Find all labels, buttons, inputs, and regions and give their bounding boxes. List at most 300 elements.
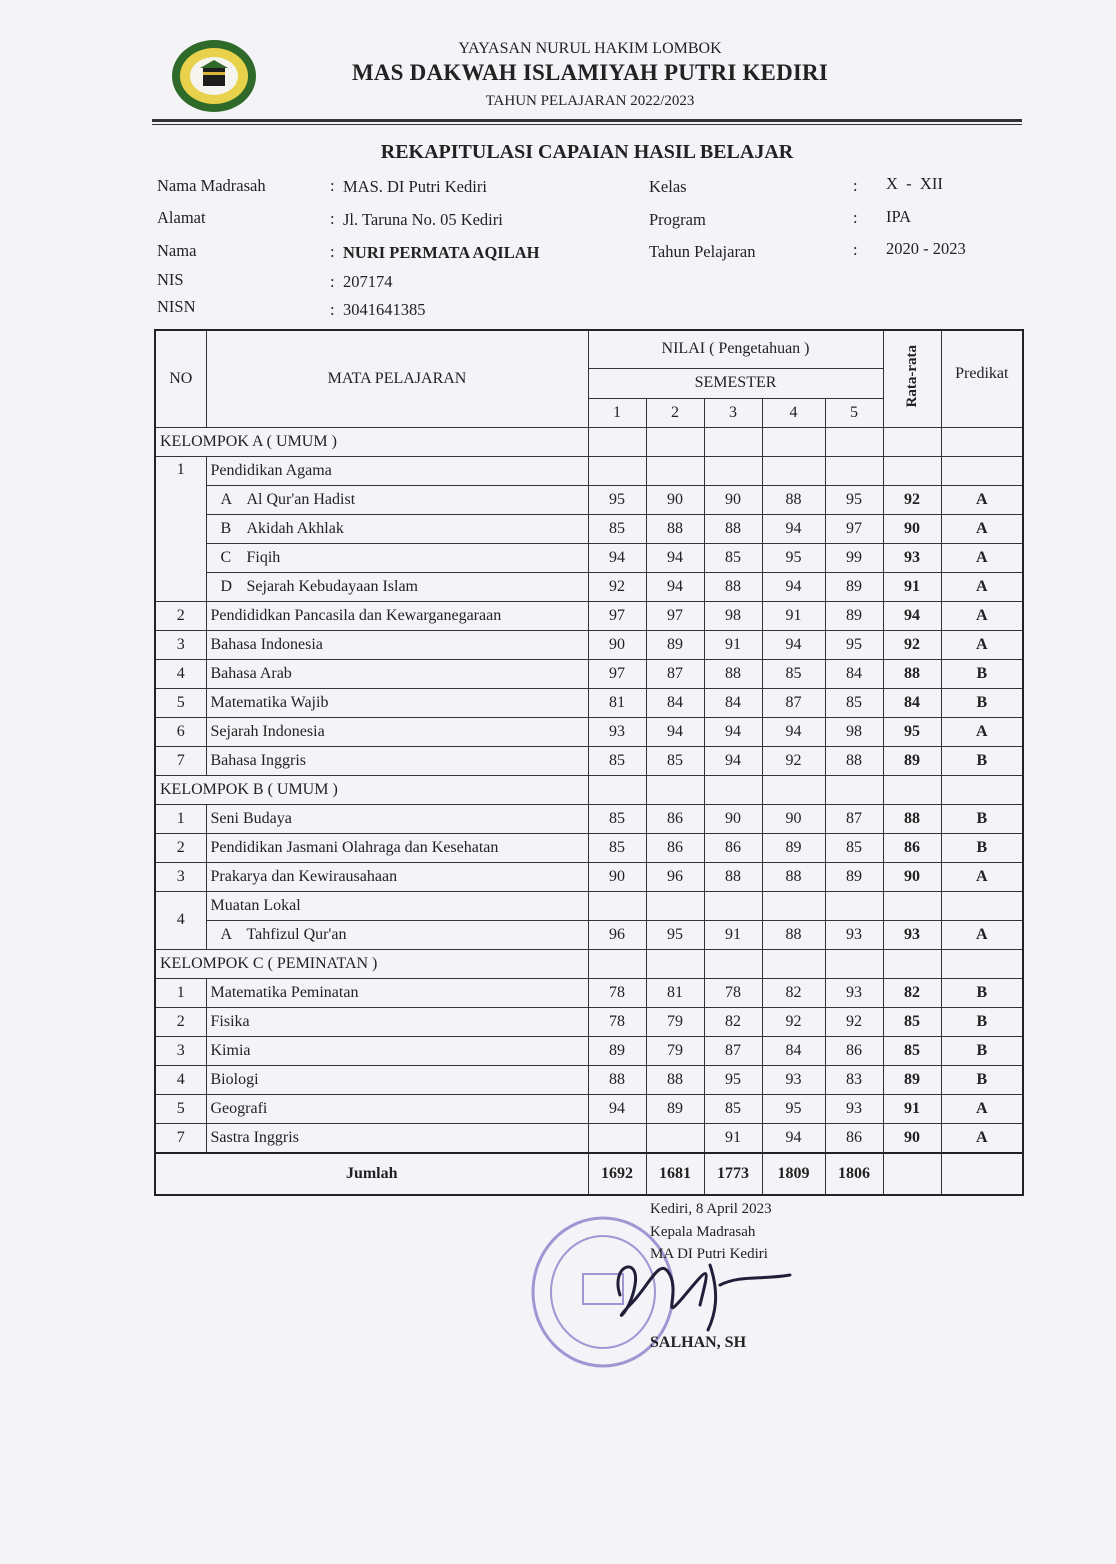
tahun-value: 2020 - 2023 <box>886 239 966 258</box>
score-cell: 99 <box>825 543 883 572</box>
empty-cell <box>883 949 941 978</box>
group-c-row <box>155 949 1023 978</box>
empty-cell <box>588 775 646 804</box>
tahun-label: Tahun Pelajaran <box>649 242 756 261</box>
score-cell: 92 <box>588 572 646 601</box>
empty-cell <box>883 456 941 485</box>
average-cell: 91 <box>883 1094 941 1123</box>
score-cell: 98 <box>825 717 883 746</box>
score-cell: 81 <box>646 978 704 1007</box>
score-cell: 78 <box>588 1007 646 1036</box>
score-cell: 87 <box>646 659 704 688</box>
score-cell: 85 <box>704 1094 762 1123</box>
table-row <box>155 717 1023 746</box>
predicate-cell: B <box>941 746 1023 775</box>
score-cell: 95 <box>762 1094 825 1123</box>
score-cell: 85 <box>588 804 646 833</box>
empty-cell <box>704 949 762 978</box>
average-cell: 88 <box>883 804 941 833</box>
score-cell: 97 <box>646 601 704 630</box>
sub-letter: D <box>220 577 233 595</box>
subject-name: Pendidikan Jasmani Olahraga dan Kesehatan <box>206 833 588 862</box>
subject-name: Fisika <box>206 1007 588 1036</box>
total-cell: 1809 <box>762 1153 825 1195</box>
score-cell: 95 <box>704 1065 762 1094</box>
school-name: MAS DAKWAH ISLAMIYAH PUTRI KEDIRI <box>351 60 829 85</box>
table-row <box>155 514 1023 543</box>
score-cell: 92 <box>762 1007 825 1036</box>
nisn-label: NISN <box>157 297 196 316</box>
header-rule-thick <box>152 119 1022 122</box>
program-value: IPA <box>886 207 912 226</box>
nama-value: NURI PERMATA AQILAH <box>343 243 540 262</box>
empty-cell <box>941 949 1023 978</box>
predicate-cell: A <box>941 1094 1023 1123</box>
sub-letter: C <box>220 548 232 566</box>
score-cell: 90 <box>704 804 762 833</box>
empty-cell <box>941 891 1023 920</box>
score-cell: 78 <box>588 978 646 1007</box>
table-row <box>155 804 1023 833</box>
table-row <box>155 601 1023 630</box>
score-cell: 88 <box>704 659 762 688</box>
empty-cell <box>704 891 762 920</box>
colon: : <box>853 240 858 259</box>
score-cell: 88 <box>762 485 825 514</box>
score-cell: 94 <box>646 717 704 746</box>
sign-place-date: Kediri, 8 April 2023 <box>650 1201 772 1217</box>
empty-cell <box>825 775 883 804</box>
score-cell: 89 <box>762 833 825 862</box>
score-cell: 85 <box>588 833 646 862</box>
academic-year: TAHUN PELAJARAN 2022/2023 <box>485 93 695 109</box>
table-row <box>155 920 1023 949</box>
row-number: 2 <box>155 601 206 630</box>
row-number: 1 <box>155 456 206 601</box>
score-cell: 86 <box>825 1036 883 1065</box>
group-a-row <box>155 427 1023 456</box>
score-cell: 94 <box>762 1123 825 1153</box>
table-row <box>155 891 1023 920</box>
header-semester-3: 3 <box>704 398 762 427</box>
average-cell: 84 <box>883 688 941 717</box>
score-cell: 90 <box>588 630 646 659</box>
nis-label: NIS <box>157 270 184 289</box>
row-number: 5 <box>155 688 206 717</box>
predicate-cell: A <box>941 601 1023 630</box>
score-cell: 95 <box>588 485 646 514</box>
row-number: 7 <box>155 746 206 775</box>
score-cell: 86 <box>646 833 704 862</box>
score-cell: 84 <box>825 659 883 688</box>
row-number: 3 <box>155 630 206 659</box>
score-cell: 97 <box>588 601 646 630</box>
score-cell: 88 <box>646 514 704 543</box>
header-semester: SEMESTER <box>588 368 883 398</box>
score-cell: 89 <box>646 1094 704 1123</box>
kelas-value: X - XII <box>886 174 943 193</box>
average-cell: 86 <box>883 833 941 862</box>
score-cell: 87 <box>704 1036 762 1065</box>
table-row <box>155 688 1023 717</box>
header-predicate: Predikat <box>941 330 1023 427</box>
subject-name: Biologi <box>206 1065 588 1094</box>
headmaster-name: SALHAN, SH <box>650 1334 747 1351</box>
empty-cell <box>588 949 646 978</box>
score-cell: 86 <box>825 1123 883 1153</box>
score-cell: 95 <box>646 920 704 949</box>
document-title: REKAPITULASI CAPAIAN HASIL BELAJAR <box>380 141 794 163</box>
score-cell <box>588 1123 646 1153</box>
header-rule-thin <box>152 124 1022 125</box>
predicate-cell: A <box>941 514 1023 543</box>
score-cell: 90 <box>704 485 762 514</box>
empty-cell <box>704 775 762 804</box>
score-cell: 81 <box>588 688 646 717</box>
empty-cell <box>825 427 883 456</box>
empty-cell <box>762 891 825 920</box>
total-cell: 1692 <box>588 1153 646 1195</box>
average-cell: 89 <box>883 746 941 775</box>
score-cell: 92 <box>825 1007 883 1036</box>
signature-block <box>650 1198 772 1266</box>
empty-cell <box>646 456 704 485</box>
score-cell: 94 <box>762 514 825 543</box>
predicate-cell: B <box>941 1065 1023 1094</box>
average-cell: 92 <box>883 630 941 659</box>
score-cell: 79 <box>646 1036 704 1065</box>
score-cell: 93 <box>588 717 646 746</box>
score-cell: 86 <box>646 804 704 833</box>
table-row <box>155 746 1023 775</box>
header-average-label: Rata-rata <box>903 345 920 408</box>
score-cell: 89 <box>825 601 883 630</box>
subject-name: Matematika Wajib <box>206 688 588 717</box>
subject-name: Muatan Lokal <box>206 891 588 920</box>
predicate-cell: A <box>941 717 1023 746</box>
score-cell: 96 <box>588 920 646 949</box>
row-number: 5 <box>155 1094 206 1123</box>
subject-name: Prakarya dan Kewirausahaan <box>206 862 588 891</box>
average-cell: 88 <box>883 659 941 688</box>
sub-letter: A <box>220 490 233 508</box>
empty-cell <box>762 775 825 804</box>
header-semester-5: 5 <box>825 398 883 427</box>
subject-name: Geografi <box>206 1094 588 1123</box>
row-number: 1 <box>155 978 206 1007</box>
score-cell: 90 <box>588 862 646 891</box>
score-cell: 90 <box>762 804 825 833</box>
empty-cell <box>588 427 646 456</box>
sub-subject-name: Sejarah Kebudayaan Islam <box>246 577 418 595</box>
score-cell: 90 <box>646 485 704 514</box>
subject-name: Bahasa Indonesia <box>206 630 588 659</box>
table-row <box>155 1123 1023 1153</box>
score-cell: 88 <box>762 920 825 949</box>
row-number: 3 <box>155 862 206 891</box>
subject-name: Pendididkan Pancasila dan Kewarganegaraan <box>206 601 588 630</box>
table-row <box>155 833 1023 862</box>
subject-name: Bahasa Inggris <box>206 746 588 775</box>
header-semester-4: 4 <box>762 398 825 427</box>
score-cell: 93 <box>762 1065 825 1094</box>
score-cell: 87 <box>762 688 825 717</box>
group-label: KELOMPOK A ( UMUM ) <box>155 427 588 456</box>
alamat-label: Alamat <box>157 208 206 227</box>
alamat-value: Jl. Taruna No. 05 Kediri <box>343 210 503 229</box>
table-row <box>155 485 1023 514</box>
subject-name <box>206 572 588 601</box>
score-cell: 91 <box>704 630 762 659</box>
score-cell: 93 <box>825 1094 883 1123</box>
empty-cell <box>883 891 941 920</box>
score-cell: 85 <box>704 543 762 572</box>
empty-cell <box>762 427 825 456</box>
header-semester-1: 1 <box>588 398 646 427</box>
table-row <box>155 978 1023 1007</box>
score-cell: 93 <box>825 920 883 949</box>
average-cell: 85 <box>883 1036 941 1065</box>
sub-letter: B <box>220 519 232 537</box>
table-row <box>155 1007 1023 1036</box>
average-cell: 85 <box>883 1007 941 1036</box>
score-cell: 88 <box>825 746 883 775</box>
score-cell: 85 <box>825 688 883 717</box>
predicate-cell: B <box>941 1007 1023 1036</box>
score-cell: 84 <box>646 688 704 717</box>
foundation-name: YAYASAN NURUL HAKIM LOMBOK <box>458 40 722 57</box>
empty-cell <box>762 949 825 978</box>
score-cell: 91 <box>704 1123 762 1153</box>
score-cell: 85 <box>825 833 883 862</box>
score-cell: 96 <box>646 862 704 891</box>
empty-cell <box>646 775 704 804</box>
score-cell: 84 <box>762 1036 825 1065</box>
colon: : <box>330 209 335 228</box>
score-cell: 85 <box>646 746 704 775</box>
total-cell: 1681 <box>646 1153 704 1195</box>
score-cell: 89 <box>646 630 704 659</box>
kelas-label: Kelas <box>649 177 687 196</box>
total-cell: 1806 <box>825 1153 883 1195</box>
row-number: 2 <box>155 1007 206 1036</box>
empty-cell <box>825 891 883 920</box>
score-cell: 88 <box>762 862 825 891</box>
average-cell: 89 <box>883 1065 941 1094</box>
table-row <box>155 659 1023 688</box>
score-cell: 88 <box>704 572 762 601</box>
empty-cell <box>883 775 941 804</box>
predicate-cell: A <box>941 543 1023 572</box>
group-label: KELOMPOK C ( PEMINATAN ) <box>155 949 588 978</box>
row-number: 2 <box>155 833 206 862</box>
sign-school: MA DI Putri Kediri <box>650 1246 768 1262</box>
score-cell: 94 <box>762 630 825 659</box>
header-subject: MATA PELAJARAN <box>206 330 588 427</box>
score-cell: 82 <box>704 1007 762 1036</box>
predicate-cell: A <box>941 630 1023 659</box>
empty-cell <box>646 891 704 920</box>
subject-name: Pendidikan Agama <box>206 456 588 485</box>
row-number: 4 <box>155 891 206 949</box>
row-number: 1 <box>155 804 206 833</box>
score-cell: 94 <box>704 717 762 746</box>
average-cell: 90 <box>883 862 941 891</box>
table-row <box>155 1065 1023 1094</box>
score-cell: 85 <box>588 746 646 775</box>
grades-table <box>154 329 1024 1196</box>
empty-cell <box>646 949 704 978</box>
score-cell: 94 <box>762 572 825 601</box>
score-cell: 91 <box>704 920 762 949</box>
sub-subject-name: Fiqih <box>246 548 281 566</box>
colon: : <box>853 208 858 227</box>
score-cell: 89 <box>825 862 883 891</box>
predicate-cell: A <box>941 572 1023 601</box>
score-cell: 82 <box>762 978 825 1007</box>
table-row <box>155 572 1023 601</box>
score-cell: 88 <box>588 1065 646 1094</box>
nis-value: 207174 <box>343 272 393 291</box>
score-cell: 84 <box>704 688 762 717</box>
score-cell: 78 <box>704 978 762 1007</box>
subject-name: Matematika Peminatan <box>206 978 588 1007</box>
colon: : <box>330 242 335 261</box>
total-label: Jumlah <box>155 1153 588 1195</box>
score-cell: 87 <box>825 804 883 833</box>
empty-cell <box>825 949 883 978</box>
score-cell: 88 <box>704 862 762 891</box>
sub-subject-name: Al Qur'an Hadist <box>246 490 356 508</box>
nisn-value: 3041641385 <box>343 300 426 319</box>
score-cell: 88 <box>704 514 762 543</box>
sub-letter: A <box>220 925 233 943</box>
row-number: 7 <box>155 1123 206 1153</box>
header-nilai: NILAI ( Pengetahuan ) <box>588 330 883 368</box>
empty-cell <box>646 427 704 456</box>
colon: : <box>330 300 335 319</box>
predicate-cell: B <box>941 804 1023 833</box>
predicate-cell: B <box>941 833 1023 862</box>
score-cell: 91 <box>762 601 825 630</box>
empty-cell <box>704 427 762 456</box>
average-cell: 82 <box>883 978 941 1007</box>
empty-cell <box>704 456 762 485</box>
subject-name <box>206 543 588 572</box>
average-cell: 95 <box>883 717 941 746</box>
subject-name: Seni Budaya <box>206 804 588 833</box>
empty-cell <box>941 775 1023 804</box>
score-cell: 85 <box>762 659 825 688</box>
empty-cell <box>883 1153 941 1195</box>
score-cell: 94 <box>646 572 704 601</box>
score-cell: 93 <box>825 978 883 1007</box>
table-row <box>155 630 1023 659</box>
score-cell <box>646 1123 704 1153</box>
empty-cell <box>941 427 1023 456</box>
sub-subject-name: Akidah Akhlak <box>246 519 344 537</box>
colon: : <box>330 272 335 291</box>
predicate-cell: A <box>941 862 1023 891</box>
subject-name <box>206 920 588 949</box>
subject-name <box>206 514 588 543</box>
subject-name: Sastra Inggris <box>206 1123 588 1153</box>
sub-subject-name: Tahfizul Qur'an <box>246 925 347 943</box>
score-cell: 94 <box>762 717 825 746</box>
row-number: 6 <box>155 717 206 746</box>
average-cell: 91 <box>883 572 941 601</box>
predicate-cell: B <box>941 659 1023 688</box>
average-cell: 92 <box>883 485 941 514</box>
score-cell: 94 <box>704 746 762 775</box>
empty-cell <box>941 456 1023 485</box>
header-semester-2: 2 <box>646 398 704 427</box>
colon: : <box>330 176 335 195</box>
nama-label: Nama <box>157 241 197 260</box>
average-cell: 90 <box>883 1123 941 1153</box>
score-cell: 89 <box>825 572 883 601</box>
empty-cell <box>825 456 883 485</box>
score-cell: 95 <box>825 630 883 659</box>
score-cell: 94 <box>588 543 646 572</box>
predicate-cell: A <box>941 1123 1023 1153</box>
sign-role: Kepala Madrasah <box>650 1223 756 1240</box>
empty-cell <box>941 1153 1023 1195</box>
predicate-cell: A <box>941 485 1023 514</box>
score-cell: 97 <box>825 514 883 543</box>
program-label: Program <box>649 210 706 229</box>
total-cell: 1773 <box>704 1153 762 1195</box>
group-b-row <box>155 775 1023 804</box>
score-cell: 98 <box>704 601 762 630</box>
empty-cell <box>883 427 941 456</box>
subject-name: Sejarah Indonesia <box>206 717 588 746</box>
average-cell: 93 <box>883 543 941 572</box>
row-number: 3 <box>155 1036 206 1065</box>
score-cell: 92 <box>762 746 825 775</box>
score-cell: 97 <box>588 659 646 688</box>
score-cell: 79 <box>646 1007 704 1036</box>
empty-cell <box>588 891 646 920</box>
predicate-cell: B <box>941 978 1023 1007</box>
empty-cell <box>588 456 646 485</box>
header-no: NO <box>155 330 206 427</box>
table-row <box>155 543 1023 572</box>
score-cell: 89 <box>588 1036 646 1065</box>
score-cell: 95 <box>762 543 825 572</box>
predicate-cell: B <box>941 688 1023 717</box>
subject-name: Bahasa Arab <box>206 659 588 688</box>
average-cell: 94 <box>883 601 941 630</box>
empty-cell <box>762 456 825 485</box>
group-label: KELOMPOK B ( UMUM ) <box>155 775 588 804</box>
table-row <box>155 862 1023 891</box>
score-cell: 94 <box>646 543 704 572</box>
score-cell: 88 <box>646 1065 704 1094</box>
madrasah-label: Nama Madrasah <box>157 176 266 195</box>
subject-name <box>206 485 588 514</box>
table-row <box>155 456 1023 485</box>
predicate-cell: B <box>941 1036 1023 1065</box>
header-average <box>883 330 941 427</box>
score-cell: 86 <box>704 833 762 862</box>
row-number: 4 <box>155 1065 206 1094</box>
madrasah-value: MAS. DI Putri Kediri <box>343 177 487 196</box>
subject-name: Kimia <box>206 1036 588 1065</box>
table-row <box>155 1036 1023 1065</box>
total-row <box>155 1153 1023 1195</box>
score-cell: 83 <box>825 1065 883 1094</box>
